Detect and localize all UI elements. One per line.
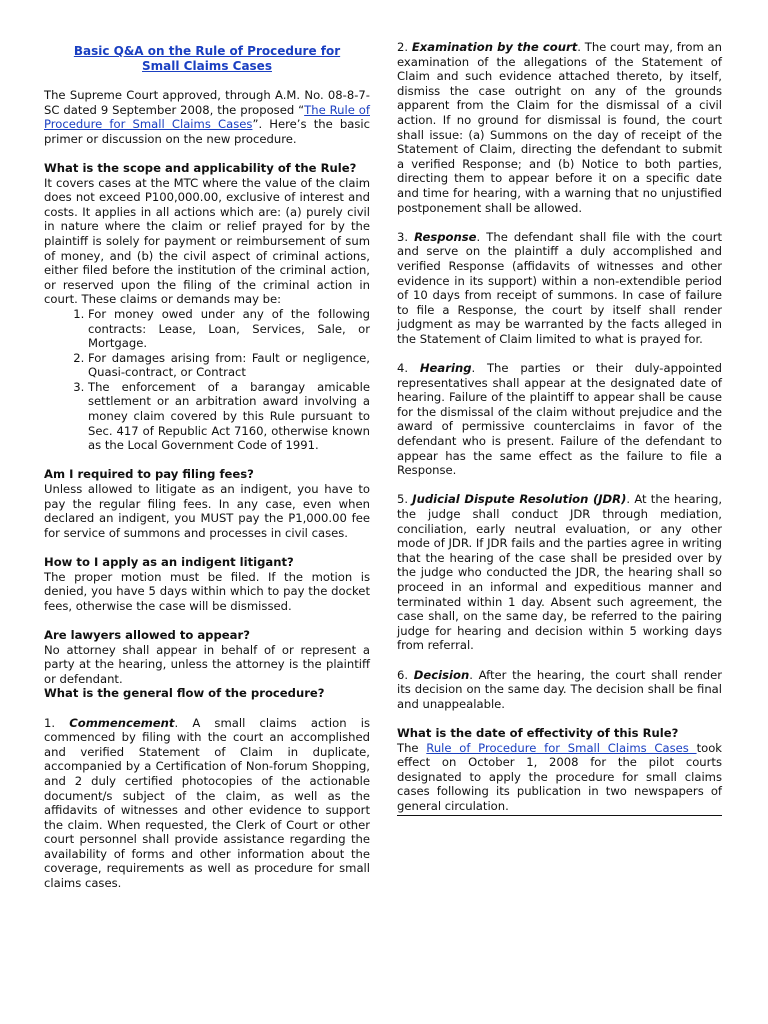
scope-question: What is the scope and applicability of the Rule? [44,160,357,175]
step-response: 3. Response. The defendant shall file with the court and serve on the plaintiff a duly accomplished and verified Response (affidavits of witnesses and other evidence in its support) within a non-extendible period of 10 days from receipt of summons. In case of failure to file a Response, the court by itself shall render judgment as may be warranted by the facts alleged in the Statement of Claim limited to what is prayed for. [397,229,723,346]
list-item: 1. For money owed under any of the following contracts: Lease, Loan, Services, Sale, or Mortgage. [88,307,370,351]
step-jdr: 5. Judicial Dispute Resolution (JDR). At the hearing, the judge shall conduct JDR through mediation, conciliation, early neutral evaluation, or any other mode of JDR. If JDR fails and the parties agree in writing that the hearing of the case shall be presided over by the judge who conducted the JDR, the hearing shall so proceed in an informal and expeditious manner and terminated within 1 day. Absent such agreement, the case shall, on the same day, be referred to the pairing judge for hearing and decision within 5 working days from referral. [397,492,723,653]
claims-list [44,307,370,453]
indigent-question: How to I apply as an indigent litigant? [44,555,294,569]
flow-question: What is the general flow of the procedure? [44,686,325,701]
list-item: 3. The enforcement of a barangay amicable settlement or an arbitration award involving a money claim covered by this Rule pursuant to Sec. 417 of Republic Act 7160, otherwise known as the Local Government Code of 1991. [88,380,370,453]
step-examination: 2. Examination by the court. The court may, from an examination of the allegations of the Statement of Claim and such evidence attached thereto, by itself, dismiss the case outright on any of the grounds apparent from the Claim for the dismissal of a civil action. If no ground for dismissal is found, the court shall issue: (a) Summons on the day of receipt of the Statement of Claim, directing the defendant to submit a verified Response; and (b) Notice to both parties, directing them to appear before it on a specific date and time for hearing, with a warning that no unjustified postponement shall be allowed. [397,40,722,215]
right-column [397,40,722,816]
effectivity-answer: The Rule of Procedure for Small Claims Cases took effect on October 1, 2008 for the pilot courts designated to apply the procedure for small claims cases following its publication in two newspapers of general circulation. [397,740,723,813]
left-column [44,40,370,905]
intro-paragraph: The Supreme Court approved, through A.M. No. 08-8-7-SC dated 9 September 2008, the proposed “The Rule of Procedure for Small Claims Cases”. Here’s the basic primer or discussion on the new procedure. [44,88,370,146]
lawyers-question: Are lawyers allowed to appear? [44,627,250,642]
effectivity-question: What is the date of effectivity of this Rule? [397,725,679,740]
fees-question: Am I required to pay filing fees? [44,467,254,482]
step-decision: 6. Decision. After the hearing, the court shall render its decision on the same day. The decision shall be final and unappealable. [397,667,722,711]
indigent-answer: The proper motion must be filed. If the motion is denied, you have 5 days within which to pay the docket fees, otherwise the case will be dismissed. [44,569,370,613]
fees-answer: Unless allowed to litigate as an indigent, you have to pay the regular filing fees. In any case, even when declared an indigent, you MUST pay the P1,000.00 fee for service of summons and processes in civil cases. [44,482,370,540]
scope-answer: It covers cases at the MTC where the value of the claim does not exceed P100,000.00, exclusive of interest and costs. It applies in all actions which are: (a) purely civil in nature where the claim or relief prayed for by the plaintiff is solely for payment or reimbursement of sum of money, and (b) the civil aspect of criminal actions, either filed before the institution of the criminal action, or reserved upon the filing of the criminal action in court. These claims or demands may be: [44,175,370,307]
rule-link-effectivity[interactable]: Rule of Procedure for Small Claims Cases [426,740,697,755]
step-commencement: 1. Commencement. A small claims action is commenced by filing with the court an accomplished and verified Statement of Claim in duplicate, accompanied by a Certification of Non-forum Shopping, and 2 duly certified photocopies of the actionable document/s subject of the claim, as well as the affidavits of witnesses and other evidence to support the claim. When requested, the Clerk of Court or other court personnel shall provide assistance regarding the availability of forms and other information about the coverage, requirements as well as procedure for small claims cases. [44,715,370,891]
rule-link[interactable]: The Rule of Procedure for Small Claims Cases [44,102,370,132]
lawyers-answer: No attorney shall appear in behalf of or represent a party at the hearing, unless the attorney is the plaintiff or defendant. [44,642,370,686]
step-hearing: 4. Hearing. The parties or their duly-appointed representatives shall appear at the designated date of hearing. Failure of the plaintiff to appear shall be cause for the dismissal of the claim without prejudice and the award of permissive counterclaims in favor of the defendant who is present. Failure of the defendant to appear has the same effect as the failure to file a Response. [397,361,723,478]
document-title: Basic Q&A on the Rule of Procedure for Small Claims Cases [73,44,341,73]
list-item: 2. For damages arising from: Fault or negligence, Quasi-contract, or Contract [88,351,370,380]
divider [397,815,722,816]
